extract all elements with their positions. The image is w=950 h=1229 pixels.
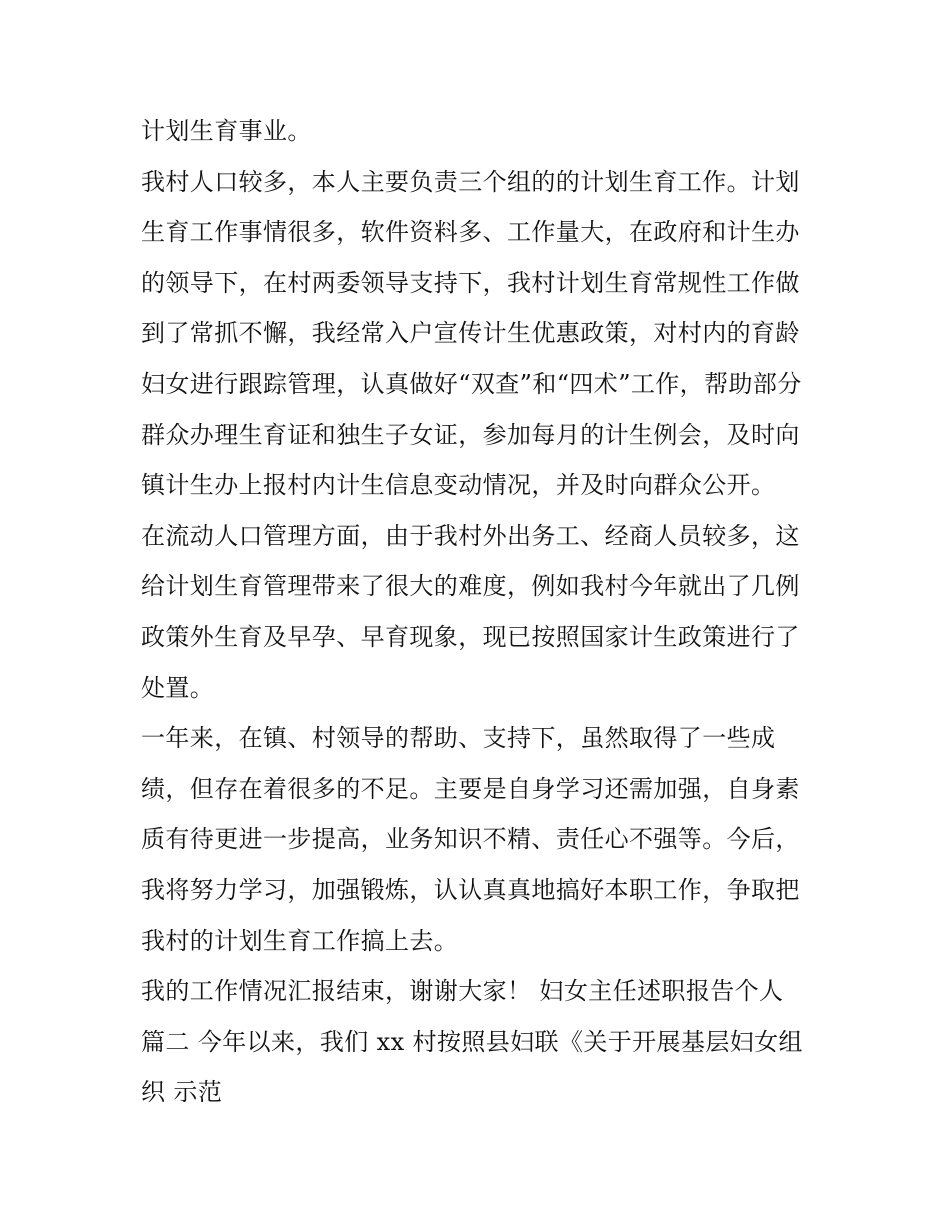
text-line: 一年来，在镇、村领导的帮助、支持下，虽然取得了一些成 (141, 724, 776, 753)
text-line: 我村人口较多，本人主要负责三个组的的计划生育工作。计划 (141, 167, 800, 196)
document-body (141, 106, 816, 1118)
text-line: 的领导下，在村两委领导支持下，我村计划生育常规性工作做 (141, 268, 800, 297)
text-line: 我的工作情况汇报结束，谢谢大家！ 妇女主任述职报告个人 (141, 977, 784, 1006)
text-line: 群众办理生育证和独生子女证，参加每月的计生例会，及时向 (141, 420, 800, 449)
text-line: 质有待更进一步提高，业务知识不精、责任心不强等。今后， (141, 825, 800, 854)
text-line: 绩，但存在着很多的不足。主要是自身学习还需加强，自身素 (141, 774, 800, 803)
text-line: 我将努力学习，加强锻炼，认认真真地搞好本职工作，争取把 (141, 875, 800, 904)
text-line: 在流动人口管理方面，由于我村外出务工、经商人员较多，这 (141, 521, 800, 550)
text-line: 妇女进行跟踪管理，认真做好“双查”和“四术”工作，帮助部分 (141, 369, 802, 398)
text-line: 我村的计划生育工作搞上去。 (141, 926, 459, 955)
text-line: 政策外生育及早孕、早育现象，现已按照国家计生政策进行了 (141, 622, 800, 651)
text-line: 镇计生办上报村内计生信息变动情况，并及时向群众公开。 (141, 471, 776, 500)
text-line: 计划生育事业。 (141, 117, 312, 145)
text-line: 给计划生育管理带来了很大的难度，例如我村今年就出了几例 (141, 572, 800, 601)
text-line: 篇二 今年以来，我们 xx 村按照县妇联《关于开展基层妇女组 (141, 1027, 803, 1056)
text-line: 到了常抓不懈，我经常入户宣传计生优惠政策，对村内的育龄 (141, 319, 800, 348)
text-line: 生育工作事情很多，软件资料多、工作量大，在政府和计生办 (141, 218, 800, 247)
text-line: 织 示范 (141, 1078, 223, 1107)
text-line: 处置。 (141, 673, 215, 702)
